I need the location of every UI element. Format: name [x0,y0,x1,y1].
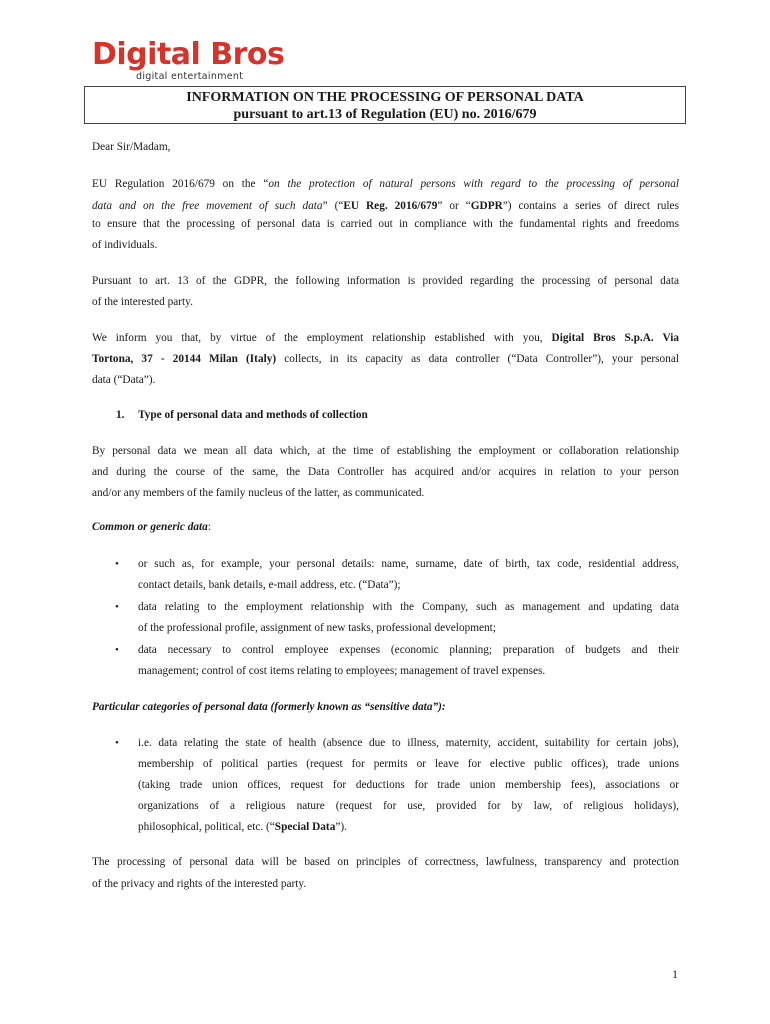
paragraph-line: The processing of personal data will be based on principles of correctness, lawfulness, transparency and protection [92,856,679,868]
section-heading: Type of personal data and methods of collection [138,409,368,421]
bullet-icon: • [115,644,119,656]
text-run: : [207,521,211,533]
document-title-box [84,86,686,124]
bullet-icon: • [115,601,119,613]
document-subtitle: pursuant to art.13 of Regulation (EU) no. 2016/679 [233,107,537,122]
text-run: ” (“ [322,200,344,212]
text-run-bold: Tortona, 37 - 20144 Milan (Italy) [92,353,277,365]
text-run: EU Regulation 2016/679 on the “ [92,178,269,190]
page-number: 1 [672,967,678,981]
text-run-bold: EU Reg. 2016/679 [343,200,438,212]
logo-brand-text: Digital Bros [92,37,285,72]
text-run: collects, in its capacity as data controller (“Data Controller”), your personal [276,353,679,365]
text-run-italic: data and on the free movement of such data [92,200,323,212]
paragraph-line: of the privacy and rights of the interested party. [92,878,307,890]
text-run: philosophical, political, etc. (“ [138,821,275,833]
list-item-line: contact details, bank details, e-mail address, etc. (“Data”); [138,579,401,591]
bullet-icon: • [115,558,119,570]
paragraph-line [92,352,679,366]
paragraph-line: Pursuant to art. 13 of the GDPR, the following information is provided regarding the processing of personal data [92,275,679,287]
paragraph-line: data (“Data”). [92,374,156,386]
list-item-line: management; control of cost items relating to employees; management of travel expenses. [138,665,546,677]
logo-tagline: digital entertainment [136,71,244,82]
list-item-line: data relating to the employment relationship with the Company, such as management and updating data [138,601,679,613]
greeting: Dear Sir/Madam, [92,141,171,153]
text-run: ”) contains a series of direct rules [502,200,679,212]
text-run: We inform you that, by virtue of the employment relationship established with you, [92,332,552,344]
paragraph-line: to ensure that the processing of personal data is carried out in compliance with the fundamental rights and freedoms [92,218,679,230]
paragraph-line [92,331,679,345]
bullet-icon: • [115,737,119,749]
text-run-bold: GDPR [470,200,503,212]
list-item-line: organizations of a religious nature (request for use, provided for by law, of religious holidays), [138,800,679,812]
subheading-common-data [92,520,679,534]
paragraph-line: of individuals. [92,239,158,251]
paragraph-line: and/or any members of the family nucleus of the latter, as communicated. [92,487,425,499]
paragraph-line: of the interested party. [92,296,193,308]
text-run-italic: on the protection of natural persons with regard to the processing of personal [268,178,679,190]
list-item-line [138,820,679,834]
list-item-line: (taking trade union offices, request for deductions for trade union membership fees), associations or [138,779,679,791]
text-run-bold-italic: Common or generic data [92,521,208,533]
list-item-line: data necessary to control employee expenses (economic planning; preparation of budgets and their [138,644,679,656]
subheading-sensitive-data: Particular categories of personal data (formerly known as “sensitive data”): [92,701,446,713]
text-run-bold: Digital Bros S.p.A. Via [551,332,679,344]
paragraph-line: By personal data we mean all data which, at the time of establishing the employment or collaboration relationship [92,445,679,457]
paragraph-line [92,177,679,191]
text-run: ” or “ [437,200,471,212]
paragraph-line: and during the course of the same, the Data Controller has acquired and/or acquires in relation to your person [92,466,679,478]
text-run: ”). [335,821,347,833]
list-item-line: or such as, for example, your personal details: name, surname, date of birth, tax code, residential address, [138,558,679,570]
text-run-bold: Special Data [274,821,336,833]
list-item-line: membership of political parties (request for permits or leave for elective public offices), trade unions [138,758,679,770]
list-item-line: i.e. data relating the state of health (absence due to illness, maternity, accident, suitability for certain jobs), [138,737,679,749]
section-number: 1. [116,409,125,421]
document-title: INFORMATION ON THE PROCESSING OF PERSONAL DATA [186,90,584,105]
list-item-line: of the professional profile, assignment of new tasks, professional development; [138,622,496,634]
company-logo [92,37,285,85]
paragraph-line [92,199,679,213]
